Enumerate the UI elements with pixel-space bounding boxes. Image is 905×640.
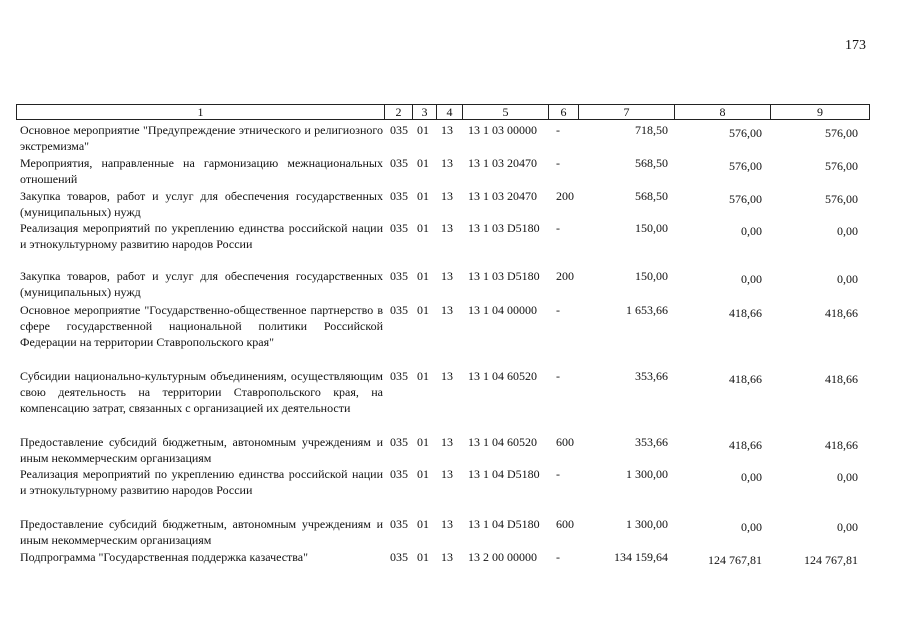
cell-c5: 13 2 00 00000 <box>468 550 537 564</box>
cell-c8: 576,00 <box>729 159 762 173</box>
cell-c8: 418,66 <box>729 372 762 386</box>
cell-c9: 0,00 <box>837 224 858 238</box>
cell-c2: 035 <box>390 467 408 481</box>
cell-c9: 576,00 <box>825 159 858 173</box>
cell-c6: 200 <box>556 189 574 203</box>
cell-c9: 418,66 <box>825 372 858 386</box>
cell-c8: 0,00 <box>741 224 762 238</box>
cell-c6: - <box>556 303 560 317</box>
cell-c2: 035 <box>390 550 408 564</box>
cell-c3: 01 <box>417 221 429 235</box>
page-number: 173 <box>845 38 866 53</box>
cell-c7: 353,66 <box>635 435 668 449</box>
row-description: Субсидии национально-культурным объединениям, осуществляющим свою деятельность на территории Ставропольского края, на компенсацию затрат, связанных с организацией их деятельности <box>20 369 383 415</box>
cell-c4: 13 <box>441 123 453 137</box>
cell-c2: 035 <box>390 221 408 235</box>
cell-c4: 13 <box>441 550 453 564</box>
row-description: Предоставление субсидий бюджетным, автономным учреждениям и иным некоммерческим организациям <box>20 517 383 547</box>
cell-c7: 150,00 <box>635 269 668 283</box>
cell-c9: 576,00 <box>825 192 858 206</box>
header-col-5: 5 <box>462 104 548 120</box>
cell-c5: 13 1 04 60520 <box>468 369 537 383</box>
cell-c6: - <box>556 156 560 170</box>
cell-c3: 01 <box>417 435 429 449</box>
cell-c8: 0,00 <box>741 470 762 484</box>
cell-c4: 13 <box>441 189 453 203</box>
cell-c7: 1 300,00 <box>626 517 668 531</box>
cell-c3: 01 <box>417 156 429 170</box>
header-col-2: 2 <box>384 104 412 120</box>
row-description: Закупка товаров, работ и услуг для обеспечения государственных (муниципальных) нужд <box>20 269 383 299</box>
cell-c2: 035 <box>390 369 408 383</box>
cell-c4: 13 <box>441 303 453 317</box>
cell-c6: 600 <box>556 517 574 531</box>
cell-c6: - <box>556 123 560 137</box>
cell-c2: 035 <box>390 517 408 531</box>
row-description: Основное мероприятие "Государственно-общественное партнерство в сфере государственной национальной политики Российской Федерации на территории Ставропольского края" <box>20 303 383 349</box>
cell-c2: 035 <box>390 189 408 203</box>
cell-c4: 13 <box>441 269 453 283</box>
cell-c5: 13 1 03 00000 <box>468 123 537 137</box>
cell-c9: 576,00 <box>825 126 858 140</box>
cell-c7: 718,50 <box>635 123 668 137</box>
cell-c9: 0,00 <box>837 520 858 534</box>
cell-c6: 600 <box>556 435 574 449</box>
cell-c9: 418,66 <box>825 438 858 452</box>
cell-c2: 035 <box>390 435 408 449</box>
cell-c4: 13 <box>441 369 453 383</box>
cell-c5: 13 1 03 20470 <box>468 156 537 170</box>
cell-c3: 01 <box>417 303 429 317</box>
cell-c5: 13 1 04 D5180 <box>468 517 540 531</box>
row-description: Реализация мероприятий по укреплению единства российской нации и этнокультурному развитию народов России <box>20 221 383 251</box>
cell-c8: 418,66 <box>729 306 762 320</box>
cell-c3: 01 <box>417 269 429 283</box>
cell-c7: 1 300,00 <box>626 467 668 481</box>
cell-c9: 124 767,81 <box>804 553 858 567</box>
row-description: Мероприятия, направленные на гармонизацию межнациональных отношений <box>20 156 383 186</box>
cell-c4: 13 <box>441 517 453 531</box>
cell-c6: - <box>556 467 560 481</box>
cell-c6: - <box>556 550 560 564</box>
cell-c8: 576,00 <box>729 126 762 140</box>
cell-c5: 13 1 03 D5180 <box>468 221 540 235</box>
cell-c7: 134 159,64 <box>614 550 668 564</box>
cell-c4: 13 <box>441 221 453 235</box>
row-description: Закупка товаров, работ и услуг для обеспечения государственных (муниципальных) нужд <box>20 189 383 219</box>
cell-c5: 13 1 03 20470 <box>468 189 537 203</box>
header-col-8: 8 <box>674 104 770 120</box>
cell-c8: 124 767,81 <box>708 553 762 567</box>
cell-c8: 0,00 <box>741 520 762 534</box>
header-col-3: 3 <box>412 104 436 120</box>
cell-c5: 13 1 03 D5180 <box>468 269 540 283</box>
header-col-7: 7 <box>578 104 674 120</box>
cell-c9: 0,00 <box>837 470 858 484</box>
cell-c8: 418,66 <box>729 438 762 452</box>
cell-c2: 035 <box>390 269 408 283</box>
cell-c7: 568,50 <box>635 189 668 203</box>
cell-c7: 1 653,66 <box>626 303 668 317</box>
cell-c9: 418,66 <box>825 306 858 320</box>
row-description: Подпрограмма "Государственная поддержка казачества" <box>20 550 309 564</box>
cell-c5: 13 1 04 D5180 <box>468 467 540 481</box>
cell-c3: 01 <box>417 123 429 137</box>
cell-c4: 13 <box>441 435 453 449</box>
header-col-6: 6 <box>548 104 578 120</box>
cell-c2: 035 <box>390 156 408 170</box>
cell-c4: 13 <box>441 467 453 481</box>
cell-c3: 01 <box>417 550 429 564</box>
cell-c7: 353,66 <box>635 369 668 383</box>
cell-c4: 13 <box>441 156 453 170</box>
cell-c6: - <box>556 369 560 383</box>
cell-c3: 01 <box>417 517 429 531</box>
row-description: Предоставление субсидий бюджетным, автономным учреждениям и иным некоммерческим организациям <box>20 435 383 465</box>
cell-c3: 01 <box>417 189 429 203</box>
cell-c5: 13 1 04 00000 <box>468 303 537 317</box>
header-col-9: 9 <box>770 104 870 120</box>
row-description: Реализация мероприятий по укреплению единства российской нации и этнокультурному развитию народов России <box>20 467 383 497</box>
cell-c6: - <box>556 221 560 235</box>
cell-c2: 035 <box>390 123 408 137</box>
cell-c3: 01 <box>417 369 429 383</box>
cell-c7: 568,50 <box>635 156 668 170</box>
cell-c8: 576,00 <box>729 192 762 206</box>
cell-c7: 150,00 <box>635 221 668 235</box>
cell-c5: 13 1 04 60520 <box>468 435 537 449</box>
header-col-1: 1 <box>16 104 384 120</box>
header-col-4: 4 <box>436 104 462 120</box>
cell-c6: 200 <box>556 269 574 283</box>
cell-c8: 0,00 <box>741 272 762 286</box>
cell-c2: 035 <box>390 303 408 317</box>
cell-c9: 0,00 <box>837 272 858 286</box>
cell-c3: 01 <box>417 467 429 481</box>
row-description: Основное мероприятие "Предупреждение этнического и религиозного экстремизма" <box>20 123 383 153</box>
